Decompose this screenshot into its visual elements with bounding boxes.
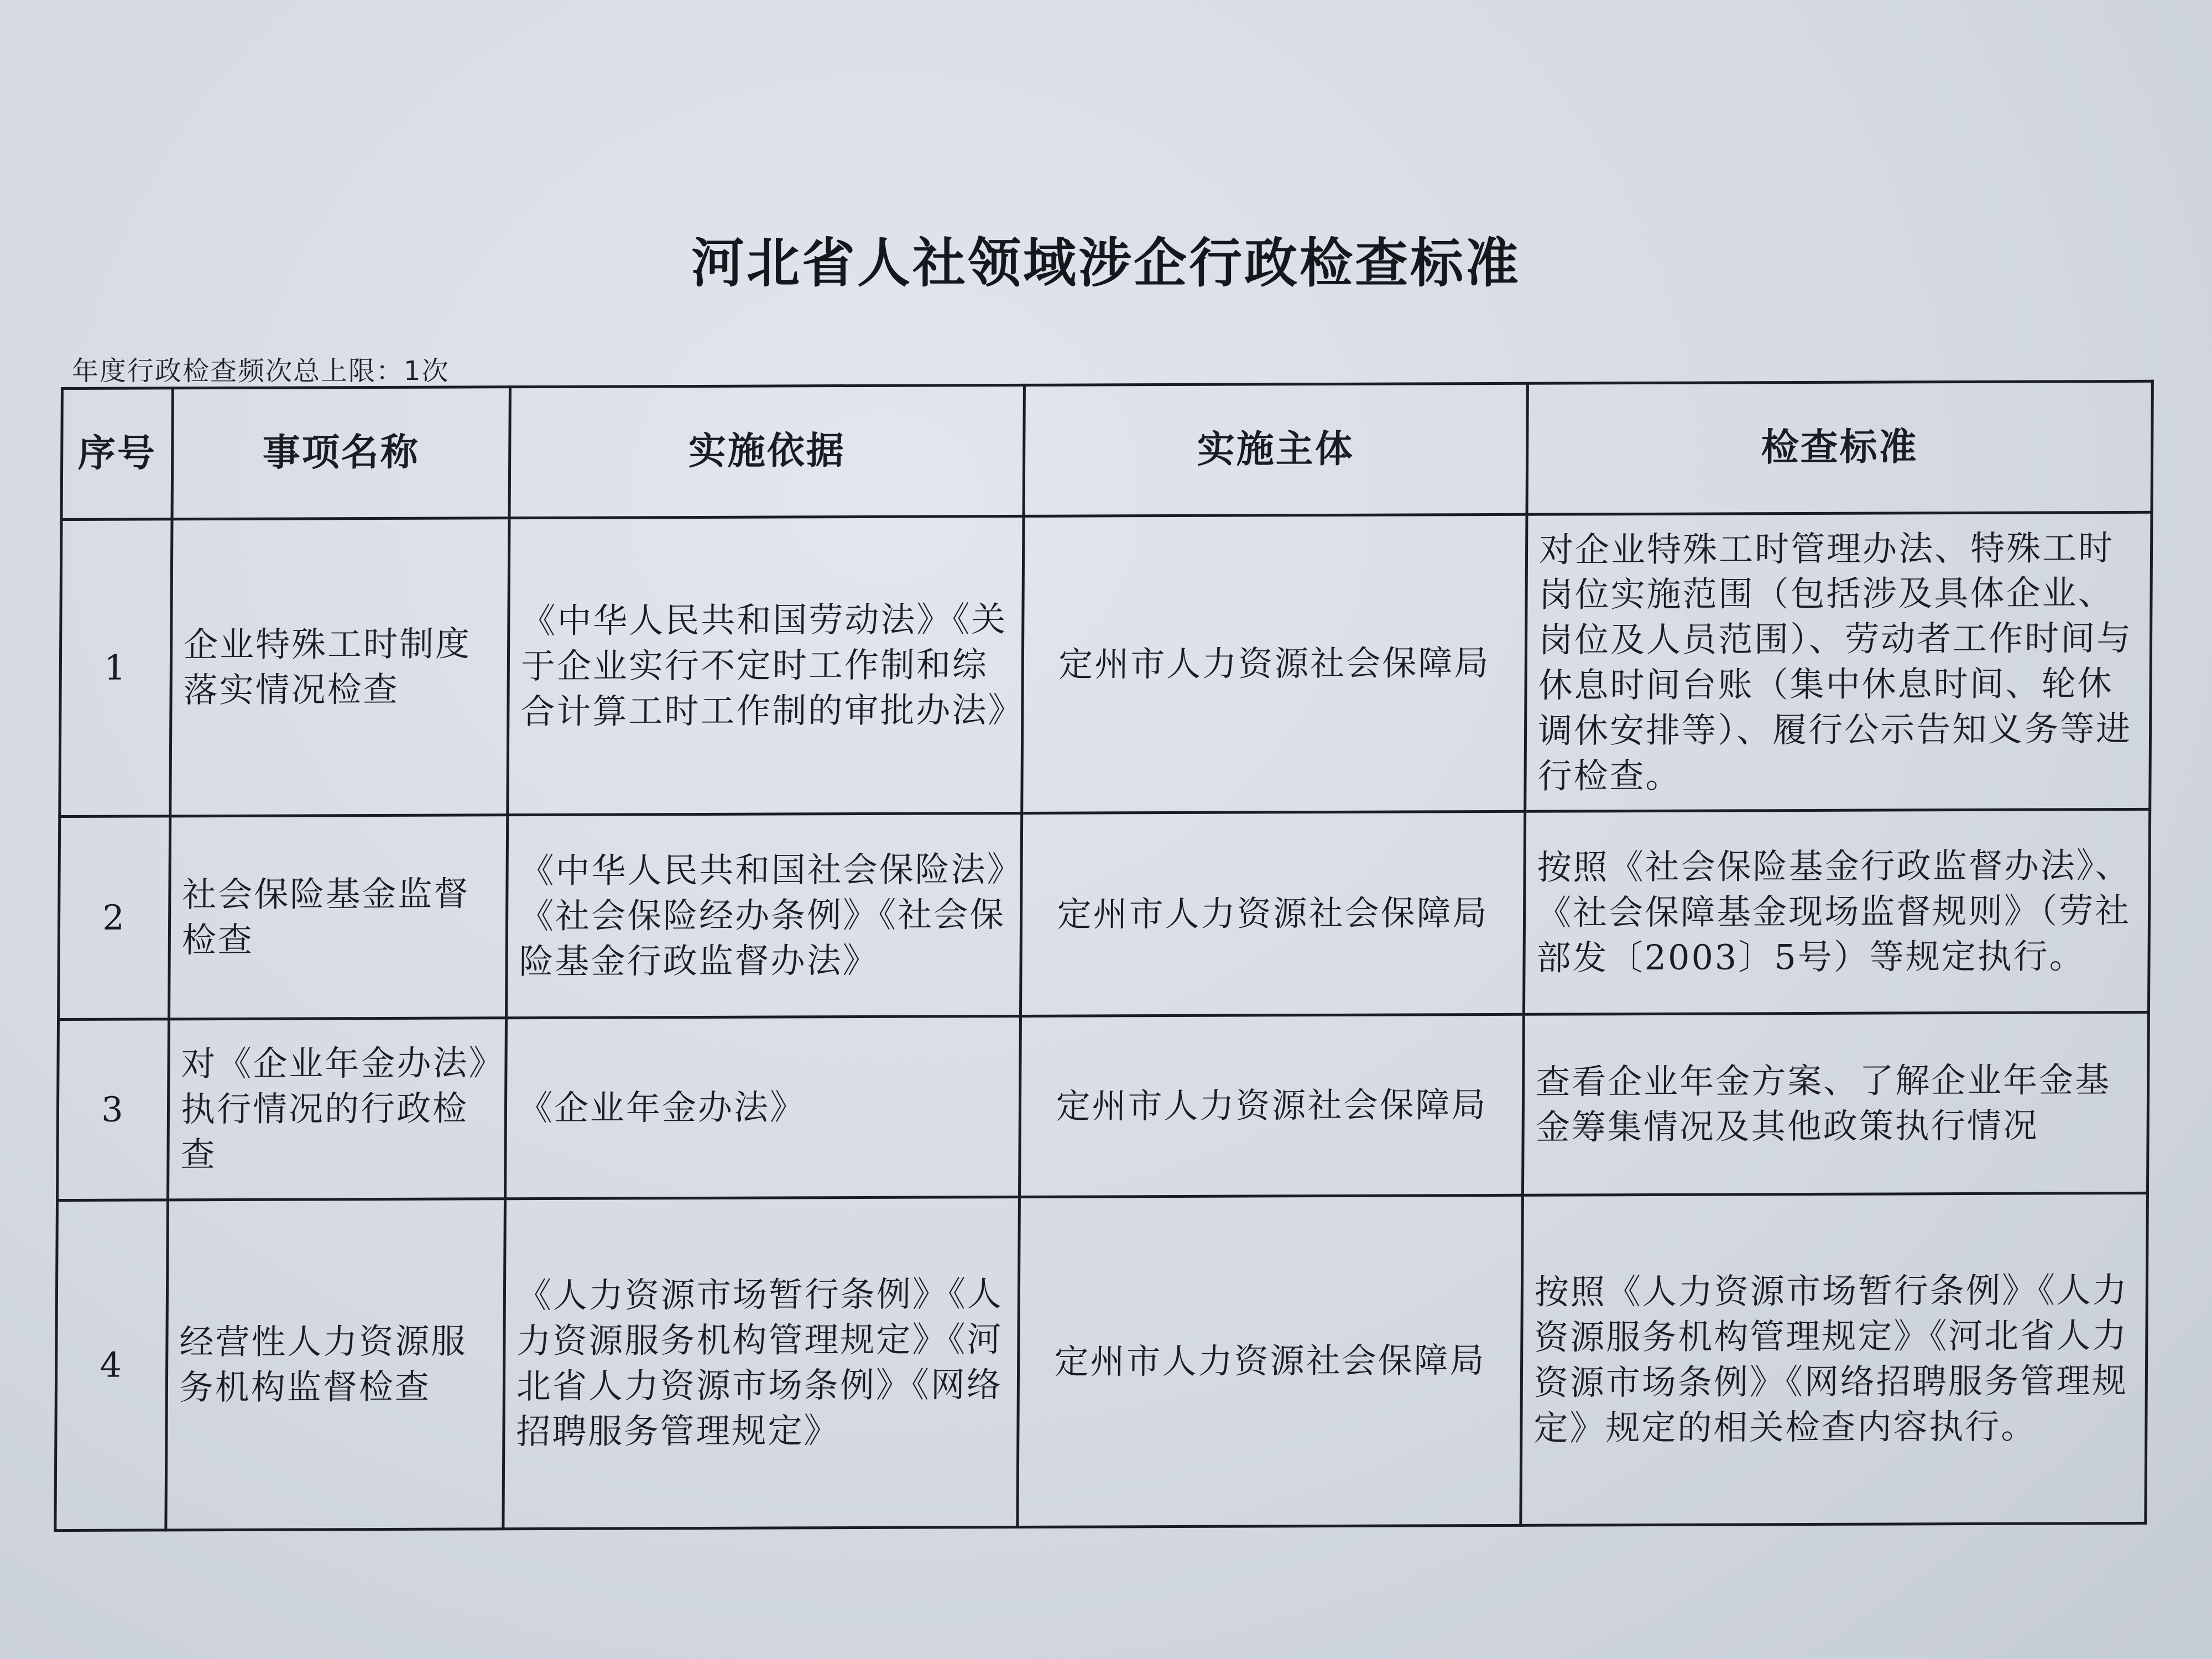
row-implementing-body: 定州市人力资源社会保障局: [1019, 1014, 1524, 1197]
row-serial-number: 4: [55, 1200, 168, 1531]
header-inspection-standard: 检查标准: [1527, 381, 2152, 514]
header-item-name: 事项名称: [172, 387, 510, 519]
row-item-name: 企业特殊工时制度落实情况检查: [170, 518, 509, 816]
row-item-name: 社会保险基金监督检查: [169, 815, 508, 1019]
table-row: [55, 1193, 2148, 1530]
table-row: [59, 809, 2150, 1019]
row-implementing-body: 定州市人力资源社会保障局: [1020, 811, 1525, 1016]
table-header-row: [61, 381, 2152, 519]
row-inspection-standard: 按照《人力资源市场暂行条例》《人力资源服务机构管理规定》《河北省人力资源市场条例》《网络招聘服务管理规定》规定的相关检查内容执行。: [1521, 1193, 2148, 1525]
inspection-table-wrapper: [54, 380, 2151, 1532]
row-inspection-standard: 按照《社会保险基金行政监督办法》、《社会保障基金现场监督规则》（劳社部发〔2003〕5号）等规定执行。: [1524, 809, 2150, 1014]
inspection-frequency-note: 年度行政检查频次总上限：1次: [72, 356, 450, 387]
row-item-name: 经营性人力资源服务机构监督检查: [166, 1199, 505, 1530]
table-row: [58, 1012, 2149, 1200]
row-serial-number: 2: [59, 816, 170, 1020]
document-title: 河北省人社领域涉企行政检查标准: [691, 232, 1521, 294]
row-legal-basis: 《中华人民共和国社会保险法》《社会保险经办条例》《社会保险基金行政监督办法》: [506, 813, 1021, 1018]
row-serial-number: 1: [60, 519, 172, 817]
row-inspection-standard: 查看企业年金方案、了解企业年金基金筹集情况及其他政策执行情况: [1522, 1012, 2148, 1195]
row-legal-basis: 《人力资源市场暂行条例》《人力资源服务机构管理规定》《河北省人力资源市场条例》《网络招聘服务管理规定》: [503, 1197, 1020, 1528]
row-inspection-standard: 对企业特殊工时管理办法、特殊工时岗位实施范围（包括涉及具体企业、岗位及人员范围）、劳动者工作时间与休息时间台账（集中休息时间、轮休调休安排等）、履行公示告知义务等进行检查。: [1525, 512, 2152, 811]
row-implementing-body: 定州市人力资源社会保障局: [1022, 514, 1527, 813]
header-implementing-body: 实施主体: [1024, 383, 1527, 516]
row-item-name: 对《企业年金办法》执行情况的行政检查: [168, 1018, 507, 1200]
row-legal-basis: 《企业年金办法》: [505, 1016, 1021, 1198]
row-legal-basis: 《中华人民共和国劳动法》《关于企业实行不定时工作制和综合计算工时工作制的审批办法》: [508, 516, 1024, 815]
inspection-standards-table: [54, 380, 2154, 1532]
row-serial-number: 3: [58, 1019, 169, 1201]
table-row: [60, 512, 2152, 816]
header-serial-number: 序号: [61, 388, 173, 520]
header-legal-basis: 实施依据: [509, 385, 1024, 518]
row-implementing-body: 定州市人力资源社会保障局: [1018, 1195, 1523, 1527]
